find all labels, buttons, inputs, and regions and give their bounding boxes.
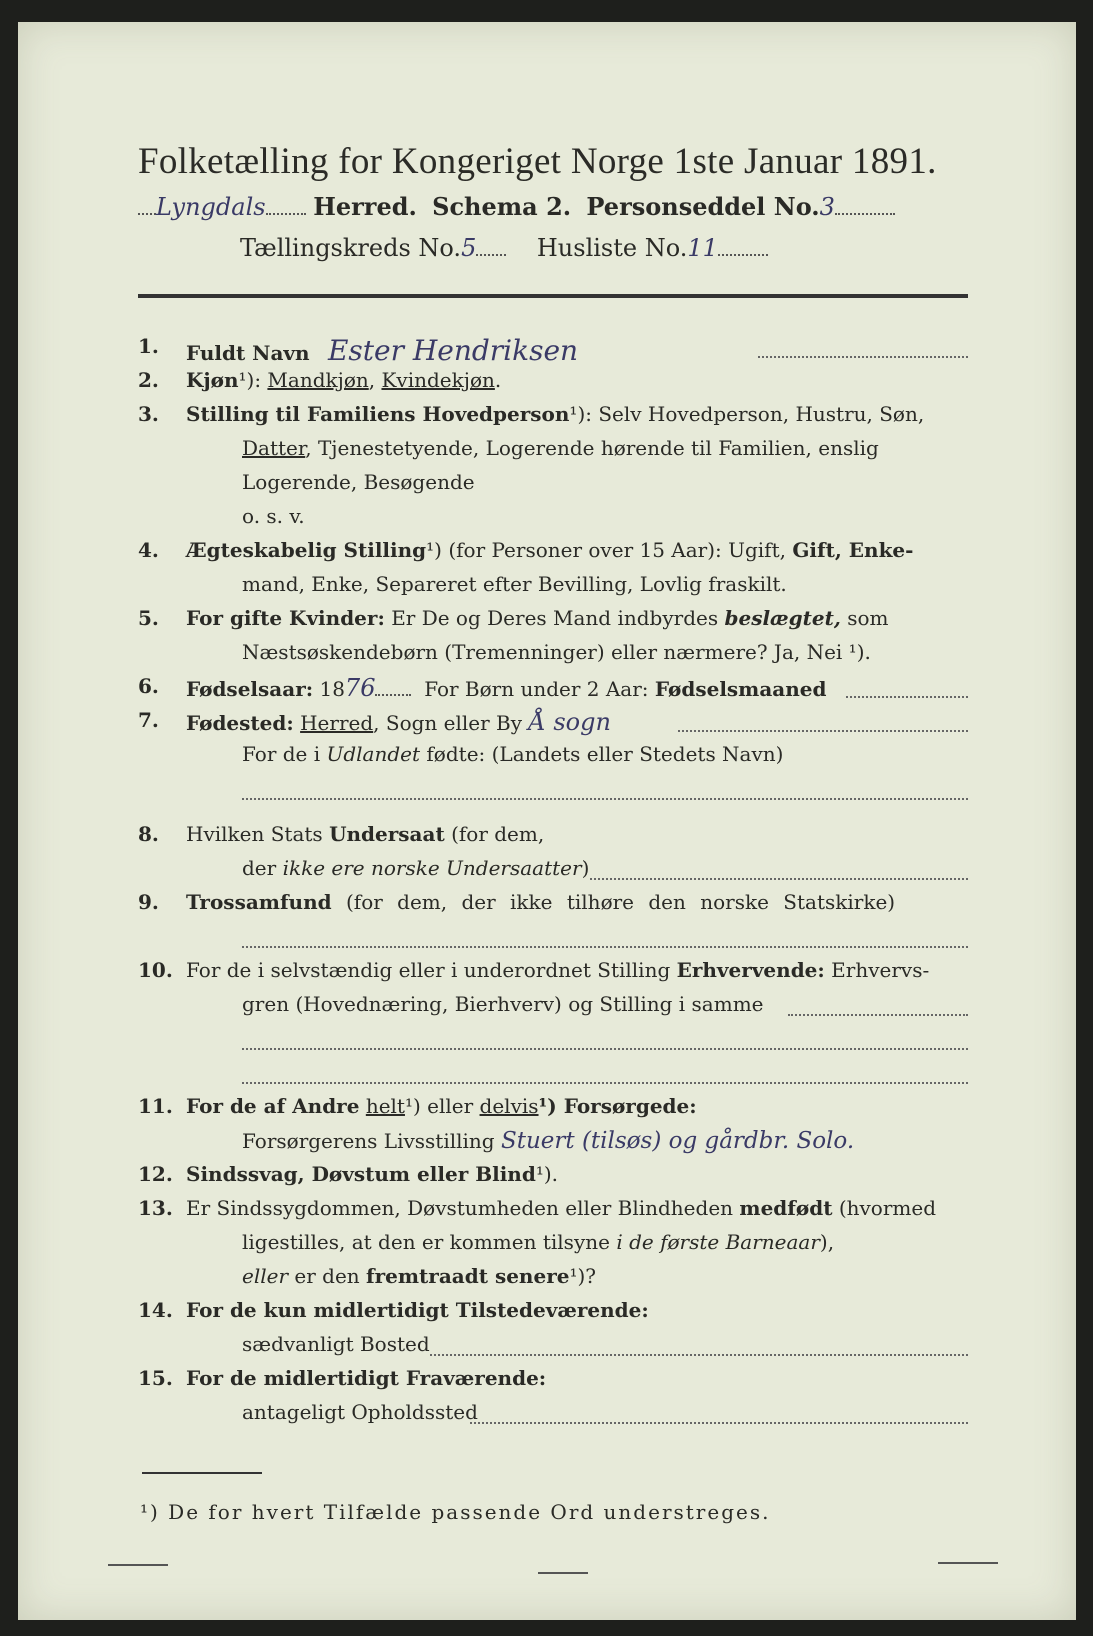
q2-option-mandkjon: Mandkjøn: [267, 368, 369, 392]
q12-number: 12.: [138, 1162, 173, 1186]
q7-l2a: For de i: [242, 742, 321, 766]
q3-text-1: ¹): Selv Hovedperson, Hustru, Søn,: [569, 402, 925, 426]
q6-birth-year: 76: [344, 674, 376, 702]
herred-value: Lyngdals: [156, 193, 266, 221]
q13-ref: ¹)?: [569, 1264, 596, 1288]
q10-blank-dotline-2: [242, 1082, 968, 1084]
q12-line: [186, 1162, 558, 1186]
q6-prefix: 18: [319, 677, 345, 701]
q3-line-3: Logerende, Besøgende: [242, 470, 475, 494]
q6-fodselsmaaned: Fødselsmaaned: [654, 677, 827, 701]
footnote-rule: [142, 1472, 262, 1474]
edge-mark-left: [108, 1564, 168, 1566]
q4-number: 4.: [138, 538, 159, 562]
q13-l2a: ligestilles, at den er kommen tilsyne: [242, 1230, 610, 1254]
q7-line-1: [186, 708, 611, 736]
q13-line-1: [186, 1196, 936, 1220]
q11-number: 11.: [138, 1094, 173, 1118]
kreds-line: [240, 234, 768, 262]
q3-label: Stilling til Familiens Hovedperson: [186, 402, 570, 426]
q13-er-den: er den: [294, 1264, 360, 1288]
q11-livsstilling-label: Forsørgerens Livsstilling: [242, 1129, 495, 1153]
q13-line-2: ligestilles, at den er kommen tilsyne i de første Barneaar),: [242, 1230, 835, 1254]
q10-erhvervende: Erhvervende:: [676, 958, 825, 982]
personseddel-label: Personseddel No.: [586, 192, 820, 221]
q9-number: 9.: [138, 890, 159, 914]
q5-text-1: Er De og Deres Mand indbyrdes: [391, 606, 719, 630]
q6-text: For Børn under 2 Aar:: [424, 677, 649, 701]
q14-label: For de kun midlertidigt Tilstedeværende:: [186, 1298, 649, 1322]
q9-text: (for dem, der ikke tilhøre den norske Statskirke): [345, 890, 896, 914]
q8-text: (for dem,: [451, 822, 545, 846]
header-divider: [138, 294, 968, 298]
q8-line-2: der ikke ere norske Undersaatter): [242, 856, 590, 880]
census-form-sheet: [18, 22, 1076, 1620]
q15-dotline: [470, 1422, 968, 1424]
herred-label: Herred.: [313, 192, 417, 221]
form-title: Folketælling for Kongeriget Norge 1ste Januar 1891.: [138, 141, 937, 182]
q2-line: [186, 368, 501, 392]
q11-option-delvis: delvis: [479, 1094, 539, 1118]
q10-text: For de i selvstændig eller i underordnet Stilling: [186, 958, 671, 982]
q11-line-2: [242, 1128, 854, 1154]
q14-number: 14.: [138, 1298, 173, 1322]
q2-end: .: [494, 368, 502, 392]
q13-barneaar: i de første Barneaar: [616, 1230, 820, 1254]
q12-ref: ¹).: [535, 1162, 559, 1186]
q8-der: der: [242, 856, 277, 880]
edge-mark-center: [538, 1572, 588, 1574]
q11-line-1: [186, 1094, 697, 1118]
q14-dotline: [430, 1354, 968, 1356]
q9-line: [186, 890, 895, 914]
q5-som: som: [847, 606, 889, 630]
q15-line-2: antageligt Opholdssted: [242, 1400, 478, 1424]
q8-line-1: [186, 822, 544, 846]
q8-number: 8.: [138, 822, 159, 846]
q3-line-1: [186, 402, 924, 426]
q3-line-4: o. s. v.: [242, 504, 305, 528]
q15-number: 15.: [138, 1366, 173, 1390]
q7-dotline: [678, 730, 968, 732]
q4-line-1: [186, 538, 913, 562]
q6-number: 6.: [138, 674, 159, 698]
q4-text-1: ¹) (for Personer over 15 Aar): Ugift,: [426, 538, 786, 562]
q12-label: Sindssvag, Døvstum eller Blind: [186, 1162, 536, 1186]
q13-medfodt: medfødt: [739, 1196, 833, 1220]
q1-dotline: [758, 356, 968, 358]
q7-udlandet: Udlandet: [326, 742, 421, 766]
q8-ikke-norske: ikke ere norske Undersaatter: [282, 856, 582, 880]
q1-line: [186, 334, 578, 367]
q6-line: [186, 674, 827, 702]
q7-birthplace: Å sogn: [528, 708, 611, 736]
edge-mark-right: [938, 1562, 998, 1564]
q9-blank-dotline: [242, 946, 968, 948]
q8-undersaat: Undersaat: [329, 822, 445, 846]
q5-line-2: Næstsøskendebørn (Tremenninger) eller nærmere? Ja, Nei ¹).: [242, 640, 871, 664]
q14-line-2: sædvanligt Bosted: [242, 1332, 430, 1356]
schema-label: Schema 2.: [432, 192, 572, 221]
personseddel-value: 3: [819, 193, 835, 221]
q13-senere: fremtraadt senere: [366, 1264, 570, 1288]
q10-line-1: [186, 958, 929, 982]
q4-gift-enke: Gift, Enke-: [792, 538, 914, 562]
q10-dotline: [788, 1014, 968, 1016]
q2-option-kvindekjon: Kvindekjøn: [381, 368, 495, 392]
q11-forsorgede: ¹) Forsørgede:: [538, 1094, 697, 1118]
q5-beslaegtet: beslægtet,: [724, 606, 841, 630]
husliste-label: Husliste No.: [536, 234, 688, 262]
q7-blank-dotline: [242, 798, 968, 800]
q1-number: 1.: [138, 334, 159, 358]
q7-label: Fødested:: [186, 711, 294, 735]
q13-line-3: [242, 1264, 596, 1288]
q7-option-herred: Herred: [300, 711, 374, 735]
footnote: ¹) De for hvert Tilfælde passende Ord understreges.: [140, 1500, 771, 1524]
q6-dotline: [846, 696, 968, 698]
q11-text-b: ¹) eller: [404, 1094, 474, 1118]
q13-eller: eller: [242, 1264, 289, 1288]
q11-livsstilling-value: Stuert (tilsøs) og gårdbr. Solo.: [500, 1128, 855, 1154]
q7-line-2: [242, 742, 783, 766]
husliste-value: 11: [687, 234, 718, 262]
q11-option-helt: helt: [365, 1094, 405, 1118]
q5-label: For gifte Kvinder:: [186, 606, 385, 630]
q2-footnote-ref: ¹):: [238, 368, 262, 392]
q5-line-1: [186, 606, 888, 630]
q9-label: Trossamfund: [186, 890, 332, 914]
q8-dotline: [590, 878, 968, 880]
kreds-value: 5: [461, 234, 477, 262]
herred-line: [138, 192, 895, 221]
q3-line-2: [242, 436, 879, 460]
q13-number: 13.: [138, 1196, 173, 1220]
q4-line-2: mand, Enke, Separeret efter Bevilling, Lovlig fraskilt.: [242, 572, 787, 596]
q3-number: 3.: [138, 402, 159, 426]
q7-l2c: fødte: (Landets eller Stedets Navn): [426, 742, 784, 766]
q2-number: 2.: [138, 368, 159, 392]
q10-number: 10.: [138, 958, 173, 982]
q8-label: Hvilken Stats: [186, 822, 323, 846]
q2-label: Kjøn: [186, 368, 239, 392]
q11-text-a: For de af Andre: [186, 1094, 360, 1118]
q5-number: 5.: [138, 606, 159, 630]
q7-number: 7.: [138, 708, 159, 732]
q13-hvormed: (hvormed: [838, 1196, 936, 1220]
kreds-label: Tællingskreds No.: [240, 234, 462, 262]
q1-full-name: Ester Hendriksen: [327, 334, 579, 367]
q1-label: Fuldt Navn: [186, 341, 310, 365]
q15-label: For de midlertidigt Fraværende:: [186, 1366, 547, 1390]
q3-text-2: , Tjenestetyende, Logerende hørende til Familien, enslig: [305, 436, 879, 460]
q10-line-2: gren (Hovednæring, Bierhverv) og Stilling i samme: [242, 992, 764, 1016]
q2-separator: ,: [368, 368, 376, 392]
q3-option-datter: Datter: [242, 436, 306, 460]
q10-blank-dotline-1: [242, 1048, 968, 1050]
q4-label: Ægteskabelig Stilling: [186, 538, 427, 562]
q7-text: , Sogn eller By: [373, 711, 523, 735]
q6-label: Fødselsaar:: [186, 677, 314, 701]
q13-text: Er Sindssygdommen, Døvstumheden eller Blindheden: [186, 1196, 734, 1220]
q10-erhvervsgren: Erhvervs-: [831, 958, 930, 982]
